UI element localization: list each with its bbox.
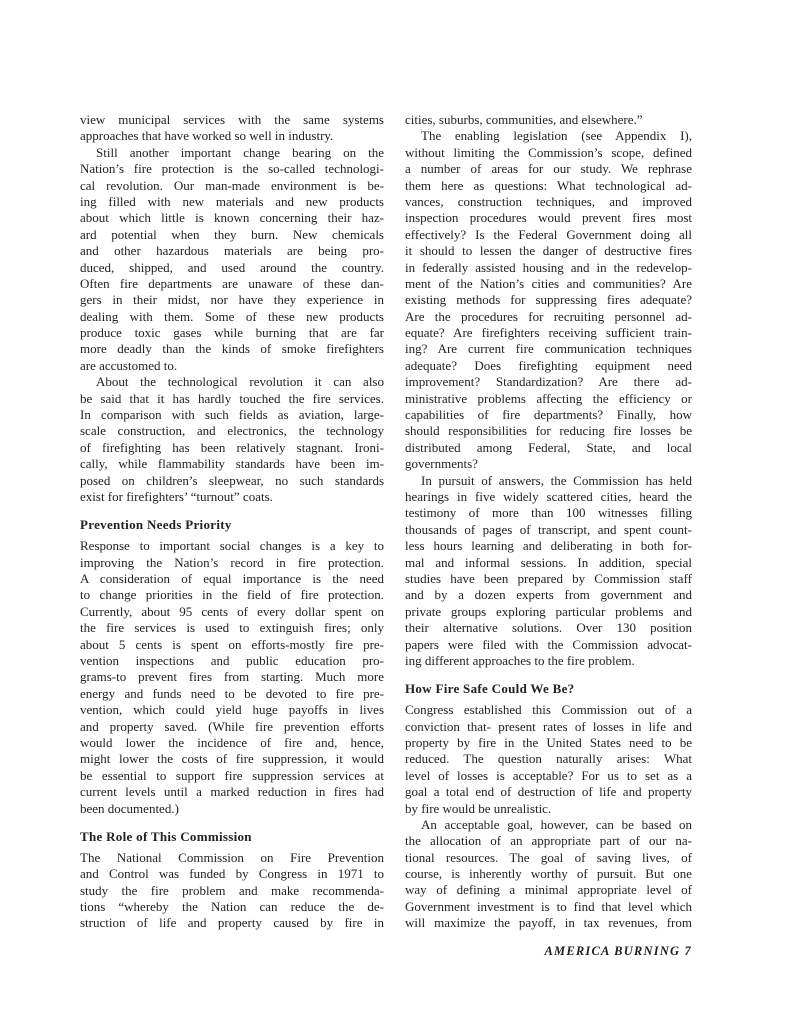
section-heading: How Fire Safe Could We Be? [405,681,575,697]
text-line: might lower the costs of fire suppression, it would [80,751,384,767]
text-line: The National Commission on Fire Prevention [80,849,384,865]
text-line: ing different approaches to the fire problem. [405,652,635,668]
text-line: about which little is known concerning their haz- [80,210,384,226]
text-line: struction of life and property caused by fire in [80,915,384,931]
text-line: approaches that have worked so well in industry. [80,128,334,144]
text-line: about 5 cents is spent on efforts-mostly fire pre- [80,636,384,652]
text-line: mal and informal sessions. In addition, special [405,554,692,570]
right-column [405,112,692,932]
text-line: be essential to support fire suppression services at [80,767,384,783]
text-line: inspection procedures would prevent fires most [405,210,692,226]
text-line: improvement? Standardization? Are there ad- [405,374,692,390]
text-line: study the fire problem and make recommenda- [80,882,384,898]
text-line: and other hazardous materials are being pro- [80,243,384,259]
text-line: hearings in five widely scattered cities, heard the [405,488,692,504]
text-line: In pursuit of answers, the Commission has held [421,472,692,488]
text-line: vention inspections and public education pro- [80,653,384,669]
text-line: dealing with them. Some of these new products [80,308,384,324]
text-line: it should to lessen the danger of destructive fires [405,243,692,259]
paragraph [405,112,692,128]
text-line: cally, while flammability standards have been im- [80,456,384,472]
text-line: level of losses is acceptable? For us to set as a [405,767,692,783]
text-line: existing methods for suppressing fires adequate? [405,292,692,308]
text-line: gers in their midst, nor have they experience in [80,292,384,308]
text-line: property by fire in the United States need to be [405,734,692,750]
text-line: of firefighting has been relatively stagnant. Ironi- [80,439,384,455]
text-line: papers were filed with the Commission advocat- [405,636,692,652]
text-line: Response to important social changes is a key to [80,538,384,554]
text-line: and Control was funded by Congress in 1971 to [80,866,384,882]
text-line: studies have been prepared by Commission staff [405,570,692,586]
paragraph [405,128,692,472]
text-line: the allocation of an appropriate part of our na- [405,833,692,849]
text-line: The enabling legislation (see Appendix I), [421,128,692,144]
text-line: cal revolution. Our man-made environment is be- [80,177,384,193]
text-line: without limiting the Commission’s scope, defined [405,144,692,160]
text-line: energy and funds need to be devoted to fire pre- [80,685,384,701]
paragraph [405,473,692,670]
text-line: Often fire departments are unaware of these dan- [80,275,384,291]
text-line: vention, which could yield huge payoffs in lives [80,702,384,718]
text-line: capabilities of fire departments? Finally, how [405,407,692,423]
paragraph [80,850,384,932]
text-line: In comparison with such fields as aviation, large- [80,407,384,423]
text-line: in federally assisted housing and in the redevelop- [405,259,692,275]
paragraph [405,702,692,817]
text-line: governments? [405,456,478,472]
text-line: produce toxic gases while burning that are far [80,325,384,341]
text-line: ing filled with new materials and new products [80,193,384,209]
text-line: tional resources. The goal of saving lives, of [405,849,692,865]
text-line: by fire would be unrealistic. [405,800,552,816]
text-line: less hours learning and deliberating in both for- [405,538,692,554]
paragraph [80,112,384,145]
text-line: would lower the incidence of fire and, hence, [80,734,384,750]
text-line: posed on children’s sleepwear, no such standards [80,472,384,488]
text-line: them here as questions: What technological ad- [405,177,692,193]
text-line: An acceptable goal, however, can be based on [421,816,692,832]
text-line: effectively? Is the Federal Government doing all [405,226,692,242]
left-column [80,112,384,932]
text-line: vances, construction techniques, and improved [405,193,692,209]
text-line: course, is inherently worthy of pursuit. But one [405,866,692,882]
text-line: About the technological revolution it can also [96,374,384,390]
paragraph [80,374,384,505]
text-line: scale construction, and electronics, the technology [80,423,384,439]
text-line: been documented.) [80,800,179,816]
text-line: private groups exploring particular problems and [405,603,692,619]
text-line: are accustomed to. [80,357,178,373]
text-line: way of defining a minimal appropriate level of [405,882,692,898]
text-line: Congress established this Commission out of a [405,702,692,718]
text-line: exist for firefighters’ “turnout” coats. [80,488,273,504]
text-line: be said that it has hardly touched the fire services. [80,390,384,406]
text-line: testimony of more than 100 witnesses filling [405,505,692,521]
text-line: view municipal services with the same systems [80,112,384,127]
text-line: Nation’s fire protection is the so-called technologi- [80,161,384,177]
text-line: equate? Are firefighters receiving sufficient train- [405,325,692,341]
text-line: the fire services is used to extinguish fires; only [80,620,384,636]
text-line: Government investment is to find that level which [405,898,692,914]
text-line: more deadly than the kinds of smoke firefighters [80,341,384,357]
section-heading: Prevention Needs Priority [80,517,232,533]
text-line: reduced. The question naturally arises: What [405,751,692,767]
text-line: Are the procedures for recruiting personnel ad- [405,308,692,324]
text-line: Still another important change bearing on the [96,144,384,160]
text-line: a number of areas for our study. We rephrase [405,161,692,177]
section-heading: The Role of This Commission [80,828,252,844]
text-line: ard potential when they burn. New chemicals [80,226,384,242]
text-line: to change priorities in the field of fire protection. [80,587,384,603]
text-line: ment of the Nation’s cities and communities? Are [405,275,692,291]
text-line: ministrative problems affecting the efficiency or [405,390,692,406]
text-line: adequate? Does firefighting equipment need [405,357,692,373]
text-line: and property saved. (While fire prevention efforts [80,718,384,734]
text-line: ing? Are current fire communication techniques [405,341,692,357]
text-line: A consideration of equal importance is the need [80,571,384,587]
text-line: current levels until a marked reduction in fires had [80,784,384,800]
paragraph [405,817,692,932]
paragraph [80,538,384,817]
text-line: distributed among Federal, State, and local [405,439,692,455]
text-line: conviction that- present rates of losses in life and [405,718,692,734]
text-line: and by a dozen experts from government and [405,587,692,603]
text-line: improving the Nation’s record in fire protection. [80,554,384,570]
text-line: grams-to prevent fires from starting. Much more [80,669,384,685]
text-line: Currently, about 95 cents of every dollar spent on [80,603,384,619]
text-line: thousands of pages of transcript, and spent count- [405,521,692,537]
text-line: duced, shipped, and used around the country. [80,259,384,275]
text-line: will maximize the payoff, in tax revenues, from [405,915,692,931]
text-line: tions “whereby the Nation can reduce the de- [80,899,384,914]
text-line: should responsibilities for reducing fire losses be [405,423,692,439]
text-line: goal a total end of destruction of life and property [405,784,692,800]
text-line: their alternative solutions. Over 130 position [405,620,692,636]
text-line: cities, suburbs, communities, and elsewhere.” [405,112,643,127]
paragraph [80,145,384,374]
page-footer-running-title: AMERICA BURNING 7 [544,944,692,958]
